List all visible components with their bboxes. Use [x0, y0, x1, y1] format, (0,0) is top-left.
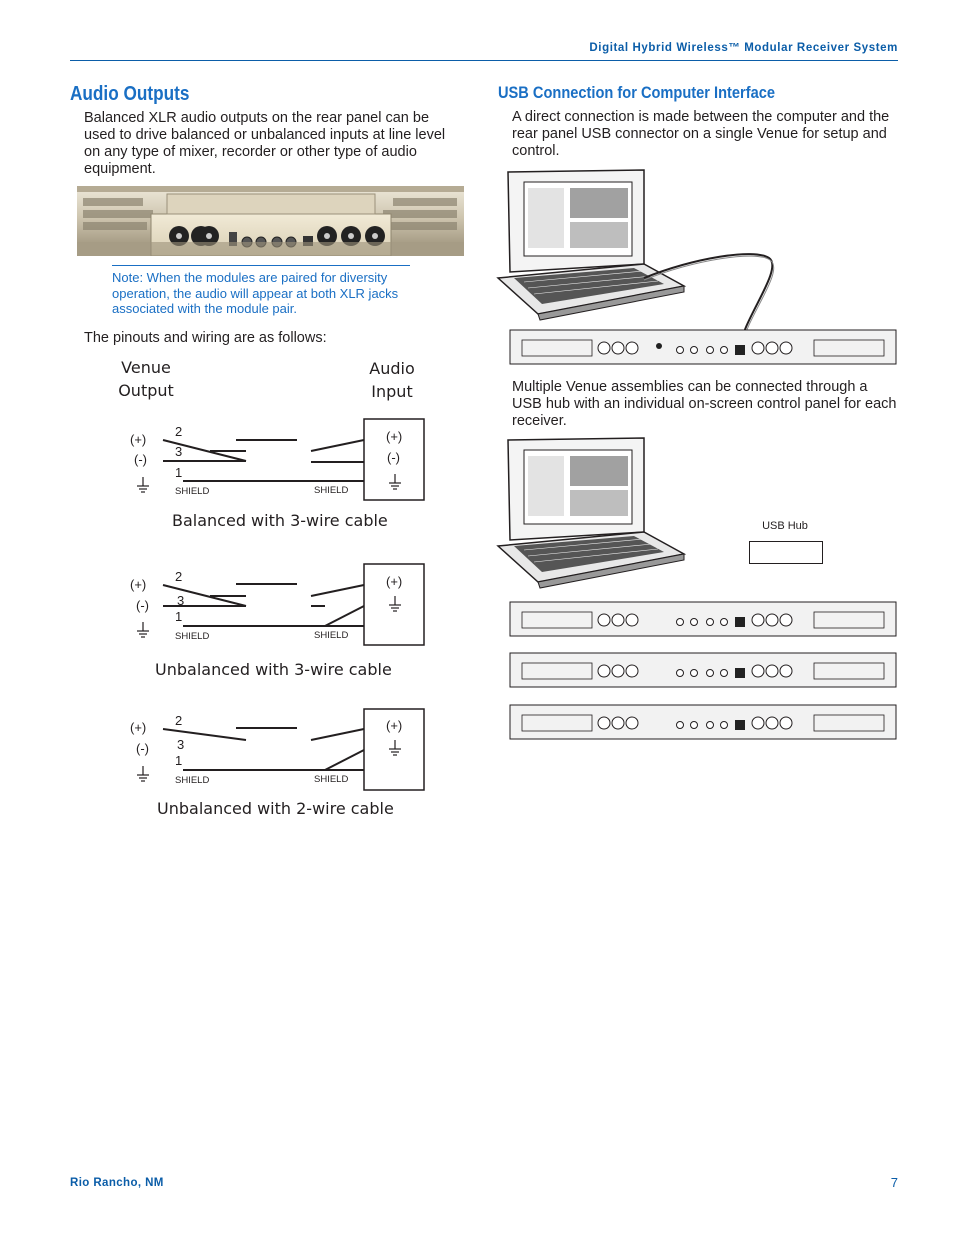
unb2-shield-right: SHIELD	[314, 774, 349, 785]
bal-pin2: 2	[175, 424, 183, 439]
unb3-minus-left: (-)	[136, 598, 149, 613]
caption-unbalanced-2wire: Unbalanced with 2-wire cable	[157, 799, 394, 818]
unb2-minus-left: (-)	[136, 741, 149, 756]
unb3-pin1: 1	[175, 609, 183, 624]
rack-unit-3	[510, 705, 896, 739]
bal-pin3: 3	[175, 444, 183, 459]
unb2-plus-left: (+)	[130, 720, 147, 735]
unb3-plus-left: (+)	[130, 577, 147, 592]
bal-plus-right: (+)	[386, 429, 403, 444]
rack-unit-2	[510, 653, 896, 687]
bal-shield-left: SHIELD	[175, 486, 210, 497]
bal-minus-left: (-)	[134, 452, 147, 467]
unb3-pin3: 3	[177, 593, 185, 608]
usb-heading: USB Connection for Computer Interface	[498, 83, 776, 102]
usb-para-direct: A direct connection is made between the computer and the rear panel USB connector on a single Venue for setup and control.	[512, 109, 890, 159]
unb3-pin2: 2	[175, 569, 183, 584]
usb-hub-label: USB Hub	[762, 520, 808, 532]
venue-output-label: Venue Output	[118, 358, 174, 400]
page-number: 7	[890, 1175, 898, 1190]
running-header: Digital Hybrid Wireless™ Modular Receiver System	[589, 42, 898, 54]
unb2-shield-left: SHIELD	[175, 775, 210, 786]
bal-minus-right: (-)	[387, 450, 400, 465]
unb2-pin2: 2	[175, 713, 183, 728]
unb2-pin3: 3	[177, 737, 185, 752]
usb-para-hub: Multiple Venue assemblies can be connected through a USB hub with an individual on-screen control panel for each receiver.	[512, 379, 897, 429]
footer-location: Rio Rancho, NM	[70, 1177, 164, 1189]
bal-plus-left: (+)	[130, 432, 147, 447]
pinouts-intro: The pinouts and wiring are as follows:	[84, 330, 327, 346]
usb-hub-box	[749, 541, 823, 564]
unb3-plus-right: (+)	[386, 574, 403, 589]
laptop-single-receiver-illustration	[494, 168, 900, 368]
rack-unit-1	[510, 602, 896, 636]
bal-shield-right: SHIELD	[314, 485, 349, 496]
laptop-hub-receivers-illustration	[494, 436, 900, 742]
audio-outputs-heading: Audio Outputs	[70, 83, 190, 105]
unb3-shield-left: SHIELD	[175, 631, 210, 642]
audio-input-label: Audio Input	[369, 359, 415, 401]
unb2-plus-right: (+)	[386, 718, 403, 733]
unb3-shield-right: SHIELD	[314, 630, 349, 641]
unb2-pin1: 1	[175, 753, 183, 768]
audio-outputs-intro: Balanced XLR audio outputs on the rear panel can be used to drive balanced or unbalanced inputs at line level on any type of mixer, recorder or other type of audio equipment.	[84, 110, 446, 177]
diversity-note: Note: When the modules are paired for diversity operation, the audio will appear at both XLR jacks associated with the module pair.	[112, 270, 399, 316]
caption-unbalanced-3wire: Unbalanced with 3-wire cable	[155, 660, 392, 679]
caption-balanced: Balanced with 3-wire cable	[172, 511, 388, 530]
bal-pin1: 1	[175, 465, 183, 480]
